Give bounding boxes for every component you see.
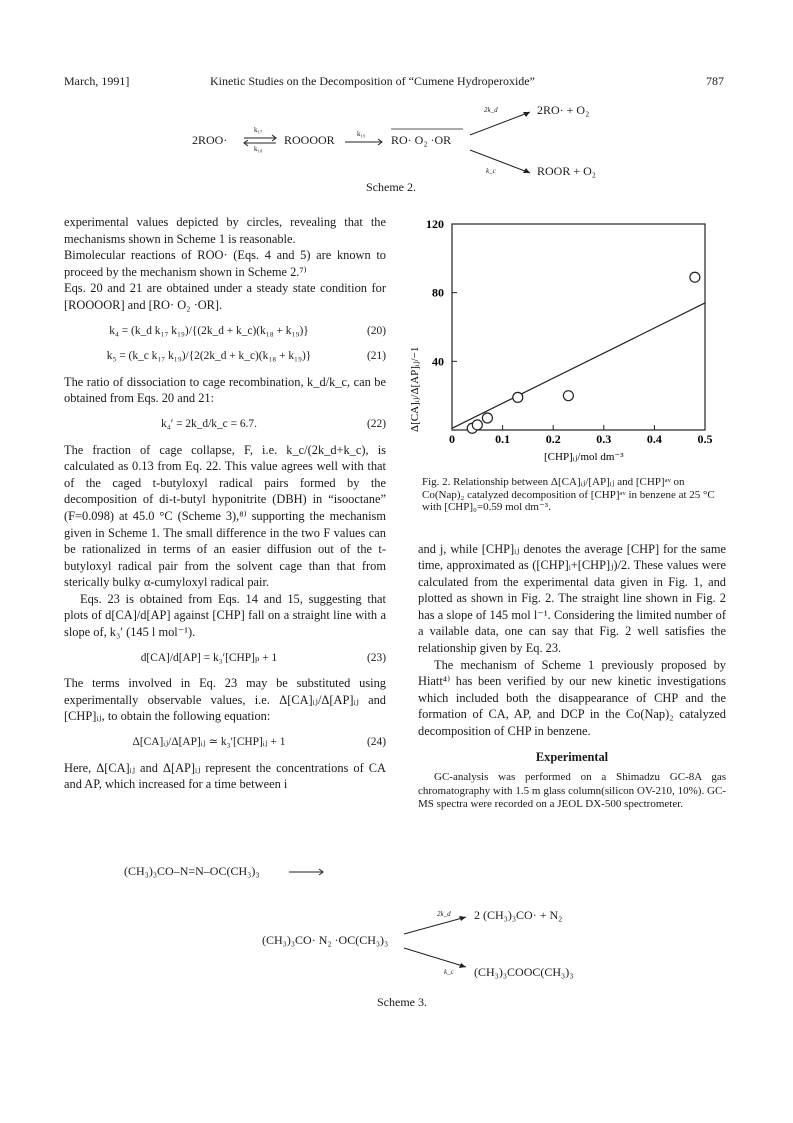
x-tick-label: 0.5: [697, 432, 713, 446]
y-tick-label: 40: [432, 354, 444, 369]
k18-label: k₁₈: [254, 145, 263, 153]
data-point: [513, 392, 523, 402]
header-page-number: 787: [706, 74, 724, 88]
equation-21: k₅ = (k_c k₁₇ k₁₉)/{2(2k_d + k_c)(k₁₈ + k₁₉)} (21): [106, 350, 386, 363]
paragraph: The fraction of cage collapse, F, i.e. k_c/(2k_d+k_c), is calculated as 0.13 from Eq. 22. This value agrees well with that of the caged t-butyloxyl radical pairs formed by the decomposition of di-t-butyl hyponitrite (DBH) in “isooctane” (F=0.098) at 45.0 °C (Scheme 3),⁸⁾ supporting the mechanism given in Scheme 1. The small difference in the two F values can be rationalized in terms of an easier diffusion out of the t-butyloxyl radical pair from the solvent cage than that from sterically bulky α-cumyloxyl radical pair.: [64, 442, 386, 590]
scheme-2-caption: Scheme 2.: [366, 180, 416, 194]
paragraph: The terms involved in Eq. 23 may be substituted using experimentally observable values, i.e. Δ[CA]ᵢⱼ/Δ[AP]ᵢⱼ and [CHP]ᵢⱼ, to obtain the following equation:: [64, 676, 386, 724]
equation-23: d[CA]/d[AP] = k₃′[CHP]ₚ + 1 (23): [140, 651, 386, 664]
k17-label: k₁₇: [254, 126, 263, 134]
data-point: [563, 391, 573, 401]
section-heading-experimental: Experimental: [535, 749, 609, 764]
kc-label: k_c: [486, 167, 496, 175]
header-title: Kinetic Studies on the Decomposition of “Cumene Hydroperoxide”: [210, 74, 535, 88]
scheme-2-intermediate: ROOOOR: [284, 133, 335, 147]
scheme-3-cage-pair: (CH₃)₃CO· N₂ ·OC(CH₃)₃: [262, 933, 389, 947]
dbh-reactant: (CH₃)₃CO–N=N–OC(CH₃)₃: [124, 864, 260, 878]
paragraph: Eqs. 23 is obtained from Eqs. 14 and 15, suggesting that plots of d[CA]/d[AP] against [CHP] fall on a straight line with a slope of, k₃′ (145 l mol⁻¹).: [64, 591, 386, 640]
figure-2-chart: [400, 212, 730, 474]
scheme-3-top-product: 2 (CH₃)₃CO· + N₂: [474, 908, 563, 922]
kd-label: 2k_d: [437, 910, 451, 918]
data-point: [482, 413, 492, 423]
paragraph: The ratio of dissociation to cage recombination, k_d/k_c, can be obtained from Eqs. 20 and 21:: [64, 374, 386, 406]
paragraph: GC-analysis was performed on a Shimadzu GC-8A gas chromatography with 1.5 m glass column(silicon OV-210, 10%). GC-MS spectra were recorded on a JEOL DX-500 spectrometer.: [418, 771, 726, 811]
equation-20: k₄ = (k_d k₁₇ k₁₉)/{(2k_d + k_c)(k₁₈ + k₁₉)} (20): [109, 324, 386, 337]
x-tick-label: 0.4: [646, 432, 662, 446]
scheme-3-bottom-product: (CH₃)₃COOC(CH₃)₃: [474, 965, 574, 979]
y-tick-label: 80: [432, 285, 444, 300]
paragraph: Eqs. 20 and 21 are obtained under a steady state condition for [ROOOOR] and [RO· O₂ ·OR].: [64, 281, 386, 312]
scheme-3: [0, 855, 793, 1005]
figure-2-caption: Fig. 2. Relationship between Δ[CA]ᵢⱼ/[AP]ᵢⱼ and [CHP]ᵃᵛ on Co(Nap)₂ catalyzed decomposition of [CHP]ᵃᵛ in benzene at 25 °C with [CHP]₀=0.59 mol dm⁻³.: [422, 476, 715, 513]
y-tick-label: 120: [426, 217, 444, 231]
paragraph: Here, Δ[CA]ᵢⱼ and Δ[AP]ᵢⱼ represent the concentrations of CA and AP, which increased for a time between i: [64, 760, 386, 792]
kc-label: k_c: [444, 968, 454, 976]
scheme-2-cage-pair: RO· O₂ ·OR: [391, 133, 452, 147]
scheme-3-caption: Scheme 3.: [377, 995, 427, 1009]
paragraph: experimental values depicted by circles, revealing that the mechanisms shown in Scheme 1 is reasonable.: [64, 215, 386, 246]
paragraph: Bimolecular reactions of ROO· (Eqs. 4 and 5) are known to proceed by the mechanism shown in Scheme 2.⁷⁾: [64, 248, 386, 279]
x-tick-label: 0.3: [596, 432, 612, 446]
paragraph: and j, while [CHP]ᵢⱼ denotes the average [CHP] for the same time, approximated as ([CHP]ᵢ+[CHP]ⱼ)/2. These values were calculated from the experimental data given in Fig. 1, and plotted as shown in Fig. 2. The straight line shown in Fig. 2 has a slope of 145 mol l⁻¹. Considering the limited number of a vailable data, one can say that Fig. 2 well satisfies the relationship given by Eq. 23.: [418, 541, 726, 656]
left-column: [64, 214, 386, 793]
plot-frame: [452, 224, 705, 430]
x-tick-label: 0: [449, 432, 455, 446]
scheme-2-top-product: 2RO· + O₂: [537, 103, 590, 117]
k19-label: k₁₉: [357, 130, 366, 138]
right-column: [418, 476, 726, 812]
paragraph: The mechanism of Scheme 1 previously proposed by Hiatt⁴⁾ has been verified by our new kinetic investigations which included both the disappearance of CHP and the formation of CA, AP, and DCP in the Co(Nap)₂ catalyzed decomposition of CHP in benzene.: [418, 657, 726, 739]
equation-22: k₄′ = 2k_d/k_c = 6.7. (22): [161, 417, 386, 430]
x-tick-label: 0.2: [545, 432, 561, 446]
scheme-2-bottom-product: ROOR + O₂: [537, 164, 596, 178]
scheme-3-arrows: [0, 855, 793, 1005]
equation-24: Δ[CA]ᵢⱼ/Δ[AP]ᵢⱼ ≃ k₃′[CHP]ᵢⱼ + 1 (24): [132, 736, 386, 749]
y-axis-label: Δ[CA]ᵢⱼ/Δ[AP]ᵢⱼ/−1: [409, 346, 421, 432]
data-point: [472, 420, 482, 430]
fit-line: [452, 303, 705, 428]
data-point: [690, 272, 700, 282]
header-date: March, 1991]: [64, 74, 130, 88]
scheme-2-reactant: 2ROO·: [192, 133, 228, 147]
kd-label: 2k_d: [484, 106, 498, 114]
x-axis-label: [CHP]ᵢⱼ/mol dm⁻³: [544, 451, 624, 463]
x-tick-label: 0.1: [495, 432, 511, 446]
